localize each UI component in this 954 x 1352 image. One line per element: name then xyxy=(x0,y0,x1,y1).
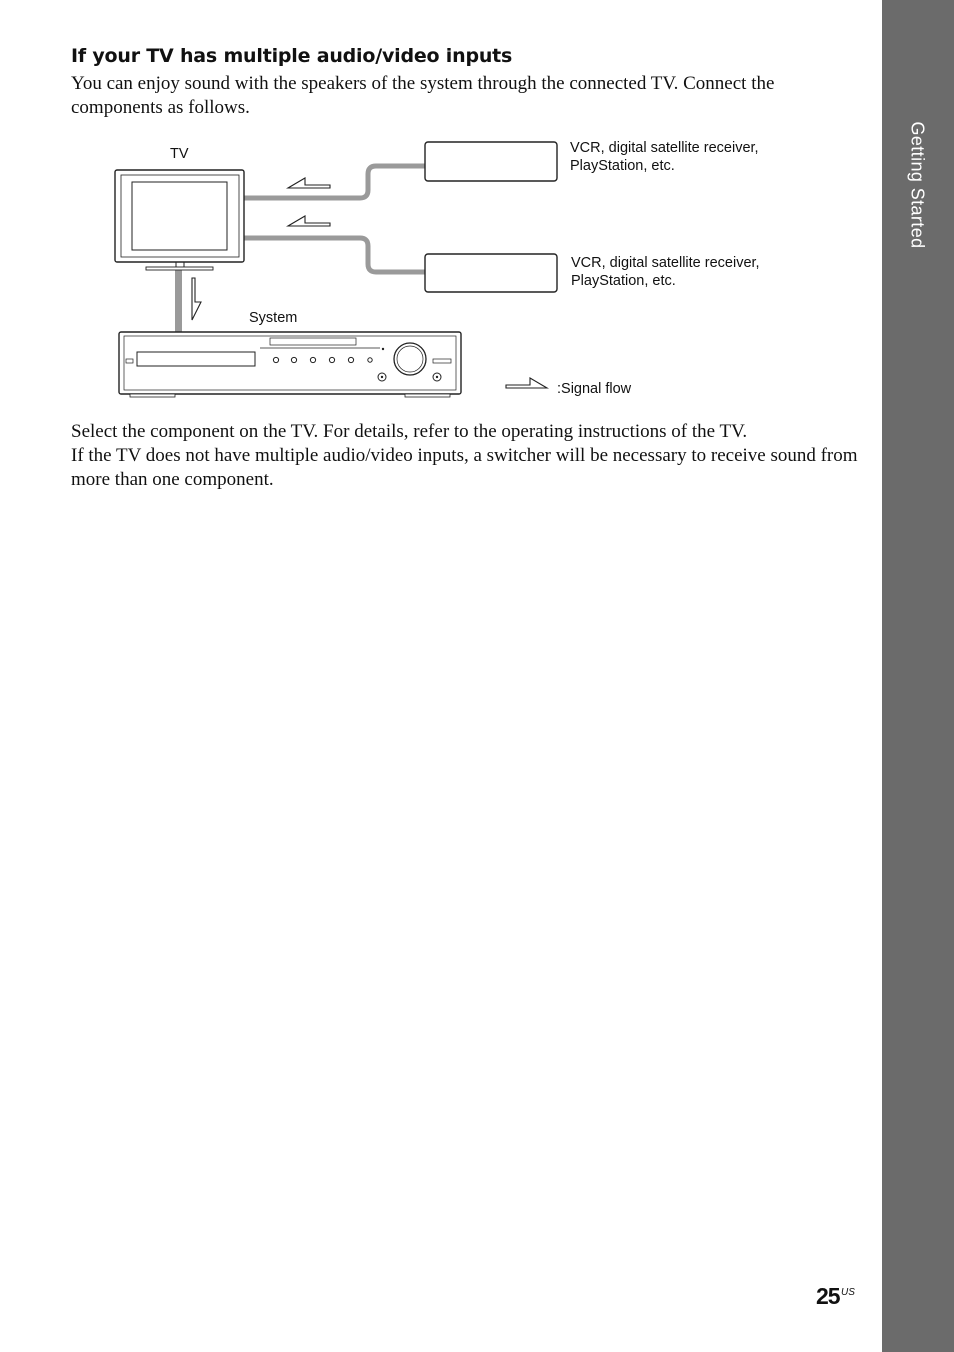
tv-label: TV xyxy=(170,146,189,162)
tv-icon xyxy=(115,170,244,270)
page-number-suffix: US xyxy=(841,1287,855,1298)
component-box-1 xyxy=(425,142,557,181)
cable-tv-to-component-2 xyxy=(244,238,426,272)
intro-paragraph: You can enjoy sound with the speakers of the system through the connected TV. Connect the components as follows. xyxy=(71,73,775,118)
component-1-label-line2: PlayStation, etc. xyxy=(570,158,675,174)
section-tab-label: Getting Started xyxy=(907,121,928,249)
signal-arrow-3 xyxy=(192,278,201,320)
component-2-label-line1: VCR, digital satellite receiver, xyxy=(571,255,760,271)
system-label: System xyxy=(249,310,298,326)
signal-flow-legend-icon xyxy=(506,378,547,388)
system-unit-icon xyxy=(119,332,461,397)
component-1-label-line1: VCR, digital satellite receiver, xyxy=(570,140,759,156)
connection-diagram xyxy=(0,130,880,410)
component-2-label-line2: PlayStation, etc. xyxy=(571,273,676,289)
cable-tv-to-system xyxy=(175,270,182,332)
component-box-2 xyxy=(425,254,557,292)
signal-flow-legend-label: :Signal flow xyxy=(557,381,632,397)
page-number: 25 xyxy=(816,1283,840,1309)
signal-arrow-1 xyxy=(288,178,330,188)
signal-arrow-2 xyxy=(288,216,330,226)
cable-tv-to-component-1 xyxy=(244,166,426,198)
instruction-paragraph-2: If the TV does not have multiple audio/video inputs, a switcher will be necessary to receive sound from more than one component. xyxy=(71,445,858,490)
section-heading: If your TV has multiple audio/video inputs xyxy=(71,45,513,67)
instruction-paragraph-1: Select the component on the TV. For details, refer to the operating instructions of the TV. xyxy=(71,421,748,442)
